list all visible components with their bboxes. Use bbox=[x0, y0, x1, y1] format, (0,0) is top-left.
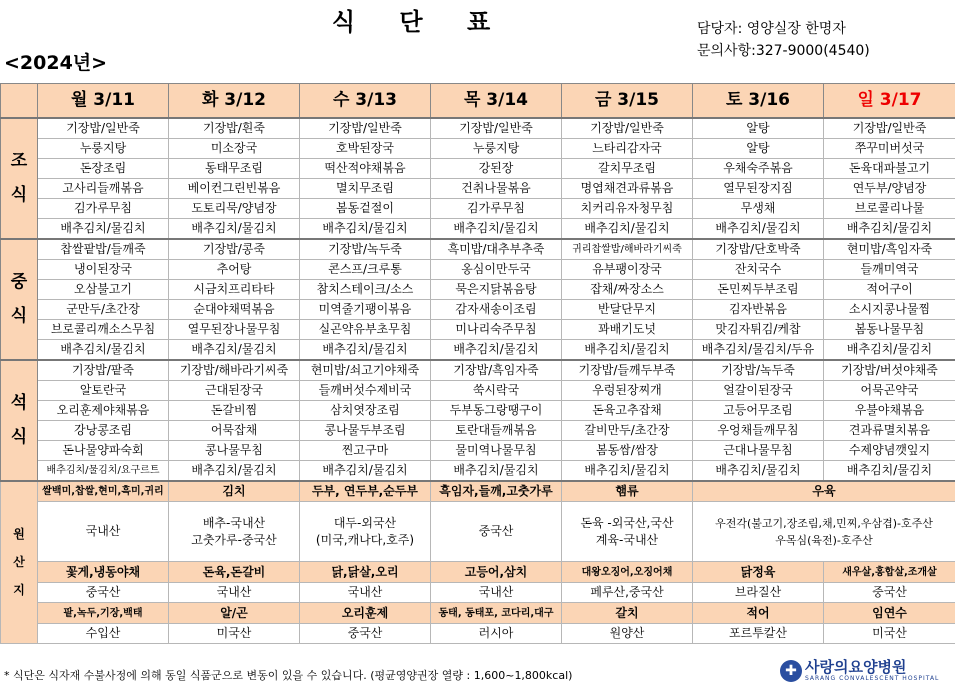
menu-item: 우불야채볶음 bbox=[824, 400, 955, 420]
menu-item: 알토란국 bbox=[38, 380, 169, 400]
meal-label bbox=[1, 118, 38, 239]
meal-label-char: 중 bbox=[10, 272, 28, 292]
meal-label bbox=[1, 239, 38, 360]
origin-header: 갈치 bbox=[562, 603, 693, 624]
menu-item: 유부팽이장국 bbox=[562, 259, 693, 279]
menu-item: 추어탕 bbox=[169, 259, 300, 279]
meal-row bbox=[1, 118, 955, 139]
menu-item: 잡채/짜장소스 bbox=[562, 279, 693, 299]
menu-item: 건취나물볶음 bbox=[431, 178, 562, 198]
origin-value bbox=[169, 502, 300, 562]
menu-item: 물미역나물무침 bbox=[431, 440, 562, 460]
menu-item: 배추김치/물김치 bbox=[562, 339, 693, 360]
menu-item: 참치스테이크/소스 bbox=[300, 279, 431, 299]
origin-value: 국내산 bbox=[300, 583, 431, 603]
menu-item: 쭈꾸미버섯국 bbox=[824, 138, 955, 158]
menu-item: 기장밥/녹두죽 bbox=[693, 360, 824, 381]
menu-item: 배추김치/물김치 bbox=[431, 218, 562, 239]
menu-item: 현미밥/쇠고기야채죽 bbox=[300, 360, 431, 381]
meal-row bbox=[1, 460, 955, 481]
menu-item: 연두부/양념장 bbox=[824, 178, 955, 198]
menu-item: 기장밥/일반죽 bbox=[562, 118, 693, 139]
origin-label bbox=[1, 481, 38, 644]
origin-label-char: 산 bbox=[13, 555, 25, 570]
menu-item: 배추김치/물김치/요구르트 bbox=[38, 460, 169, 481]
menu-item: 배추김치/물김치 bbox=[824, 339, 955, 360]
menu-item: 치커리유자청무침 bbox=[562, 198, 693, 218]
meal-row bbox=[1, 178, 955, 198]
meal-row bbox=[1, 279, 955, 299]
menu-item: 브로콜리나물 bbox=[824, 198, 955, 218]
menu-item: 배추김치/물김치 bbox=[169, 460, 300, 481]
menu-item: 알탕 bbox=[693, 138, 824, 158]
origin-header: 꽃게,냉동야채 bbox=[38, 562, 169, 583]
menu-item: 기장밥/일반죽 bbox=[431, 118, 562, 139]
menu-item: 김가루무침 bbox=[38, 198, 169, 218]
menu-item: 기장밥/일반죽 bbox=[300, 118, 431, 139]
origin-value: 원양산 bbox=[562, 624, 693, 644]
menu-item: 오삼불고기 bbox=[38, 279, 169, 299]
logo-subtitle: SARANG CONVALESCENT HOSPITAL bbox=[805, 675, 940, 682]
origin-value-line: 고춧가루-중국산 bbox=[191, 532, 277, 547]
meal-row bbox=[1, 259, 955, 279]
origin-header: 고등어,삼치 bbox=[431, 562, 562, 583]
origin-value: 국내산 bbox=[169, 583, 300, 603]
menu-item: 돈민찌두부조림 bbox=[693, 279, 824, 299]
origin-header: 팥,녹두,기장,백태 bbox=[38, 603, 169, 624]
menu-item: 기장밥/흰죽 bbox=[169, 118, 300, 139]
inquiry-text: 문의사항:327-9000(4540) bbox=[697, 43, 870, 59]
meal-row bbox=[1, 400, 955, 420]
menu-item: 콩나물무침 bbox=[169, 440, 300, 460]
menu-item: 누룽지탕 bbox=[38, 138, 169, 158]
menu-item: 실곤약유부초무침 bbox=[300, 319, 431, 339]
origin-header: 새우살,홍합살,조개살 bbox=[824, 562, 955, 583]
menu-item: 호박된장국 bbox=[300, 138, 431, 158]
origin-header: 두부, 연두부,순두부 bbox=[300, 481, 431, 502]
origin-header: 임연수 bbox=[824, 603, 955, 624]
menu-item: 현미밥/흑임자죽 bbox=[824, 239, 955, 260]
menu-item: 기장밥/들깨두부죽 bbox=[562, 360, 693, 381]
menu-item: 명엽채견과류볶음 bbox=[562, 178, 693, 198]
manager-text: 담당자: 영양실장 한명자 bbox=[697, 21, 846, 37]
menu-item: 우렁된장찌개 bbox=[562, 380, 693, 400]
menu-item: 고사리들깨볶음 bbox=[38, 178, 169, 198]
menu-item: 적어구이 bbox=[824, 279, 955, 299]
origin-header: 오리훈제 bbox=[300, 603, 431, 624]
menu-item: 옹심이만두국 bbox=[431, 259, 562, 279]
day-header: 수 3/13 bbox=[300, 84, 431, 118]
meal-label-char: 식 bbox=[10, 427, 28, 447]
menu-item: 근대된장국 bbox=[169, 380, 300, 400]
origin-header: 쌀백미,찹쌀,현미,흑미,귀리 bbox=[38, 481, 169, 502]
origin-header: 닭,닭살,오리 bbox=[300, 562, 431, 583]
menu-item: 어묵곤약국 bbox=[824, 380, 955, 400]
origin-label-char: 원 bbox=[13, 527, 25, 542]
menu-item: 두부동그랑땡구이 bbox=[431, 400, 562, 420]
menu-item: 돈육대파불고기 bbox=[824, 158, 955, 178]
menu-item: 기장밥/팥죽 bbox=[38, 360, 169, 381]
menu-item: 기장밥/콩죽 bbox=[169, 239, 300, 260]
contact-info bbox=[697, 18, 870, 62]
menu-item: 찐고구마 bbox=[300, 440, 431, 460]
origin-header: 닭정육 bbox=[693, 562, 824, 583]
menu-item: 토란대들깨볶음 bbox=[431, 420, 562, 440]
day-header-sunday: 일 3/17 bbox=[824, 84, 955, 118]
menu-item: 기장밥/일반죽 bbox=[824, 118, 955, 139]
menu-item: 배추김치/물김치 bbox=[300, 460, 431, 481]
menu-item: 콩나물두부조림 bbox=[300, 420, 431, 440]
menu-item: 근대나물무침 bbox=[693, 440, 824, 460]
meal-label bbox=[1, 360, 38, 481]
meal-row bbox=[1, 440, 955, 460]
menu-item: 도토리묵/양념장 bbox=[169, 198, 300, 218]
origin-value-line: 배추-국내산 bbox=[202, 515, 266, 530]
menu-item: 귀리찹쌀밥/해바라기씨죽 bbox=[562, 239, 693, 260]
menu-item: 돈장조림 bbox=[38, 158, 169, 178]
menu-item: 배추김치/물김치 bbox=[693, 218, 824, 239]
meal-label-char: 석 bbox=[10, 393, 28, 413]
origin-value bbox=[38, 502, 169, 562]
menu-item: 배추김치/물김치 bbox=[824, 460, 955, 481]
origin-header-row bbox=[1, 603, 955, 624]
menu-item: 어묵잡채 bbox=[169, 420, 300, 440]
origin-header: 우육 bbox=[693, 481, 955, 502]
origin-value-line: 대두-외국산 bbox=[333, 515, 397, 530]
menu-item: 알탕 bbox=[693, 118, 824, 139]
meal-row bbox=[1, 299, 955, 319]
cross-logo-icon: ✚ bbox=[780, 660, 802, 682]
menu-item: 냉이된장국 bbox=[38, 259, 169, 279]
meal-row bbox=[1, 360, 955, 381]
day-header-row bbox=[1, 84, 955, 118]
day-header: 화 3/12 bbox=[169, 84, 300, 118]
menu-item: 배추김치/물김치 bbox=[300, 218, 431, 239]
menu-item: 동태무조림 bbox=[169, 158, 300, 178]
menu-item: 베이컨그린빈볶음 bbox=[169, 178, 300, 198]
origin-value-row bbox=[1, 502, 955, 562]
menu-item: 고등어무조림 bbox=[693, 400, 824, 420]
menu-item: 들깨미역국 bbox=[824, 259, 955, 279]
origin-header: 흑임자,들깨,고춧가루 bbox=[431, 481, 562, 502]
origin-value: 미국산 bbox=[824, 624, 955, 644]
meal-row bbox=[1, 319, 955, 339]
day-header: 월 3/11 bbox=[38, 84, 169, 118]
menu-item: 열무된장나물무침 bbox=[169, 319, 300, 339]
menu-item: 배추김치/물김치 bbox=[431, 460, 562, 481]
origin-label-char: 지 bbox=[13, 583, 25, 598]
page-title: 식 단 표 bbox=[331, 8, 509, 36]
origin-value bbox=[300, 502, 431, 562]
menu-item: 순대야채떡볶음 bbox=[169, 299, 300, 319]
menu-item: 떡산적야채볶음 bbox=[300, 158, 431, 178]
menu-item: 얼갈이된장국 bbox=[693, 380, 824, 400]
menu-item: 김가루무침 bbox=[431, 198, 562, 218]
menu-item: 미역줄기팽이볶음 bbox=[300, 299, 431, 319]
menu-item: 봄동쌈/쌈장 bbox=[562, 440, 693, 460]
menu-table bbox=[0, 83, 955, 644]
menu-item: 돈나물양파숙회 bbox=[38, 440, 169, 460]
origin-header-row bbox=[1, 562, 955, 583]
meal-row bbox=[1, 198, 955, 218]
meal-row bbox=[1, 239, 955, 260]
origin-value-row bbox=[1, 583, 955, 603]
origin-value bbox=[562, 502, 693, 562]
menu-item: 봄동겉절이 bbox=[300, 198, 431, 218]
menu-item: 김자반볶음 bbox=[693, 299, 824, 319]
origin-value-row bbox=[1, 624, 955, 644]
origin-value: 수입산 bbox=[38, 624, 169, 644]
day-header: 목 3/14 bbox=[431, 84, 562, 118]
origin-value: 중국산 bbox=[300, 624, 431, 644]
origin-value-line: 중국산 bbox=[478, 524, 514, 538]
origin-value: 페루산,중국산 bbox=[562, 583, 693, 603]
menu-item: 들깨버섯수제비국 bbox=[300, 380, 431, 400]
menu-item: 돈육고추잡채 bbox=[562, 400, 693, 420]
meal-row bbox=[1, 138, 955, 158]
origin-value-line: 국내산 bbox=[85, 524, 121, 538]
origin-header: 알/곤 bbox=[169, 603, 300, 624]
menu-item: 느타리감자국 bbox=[562, 138, 693, 158]
menu-item: 수제양념깻잎지 bbox=[824, 440, 955, 460]
menu-item: 미소장국 bbox=[169, 138, 300, 158]
menu-item: 배추김치/물김치 bbox=[38, 339, 169, 360]
menu-item: 멸치무조림 bbox=[300, 178, 431, 198]
menu-item: 소시지콩나물찜 bbox=[824, 299, 955, 319]
menu-item: 열무된장지짐 bbox=[693, 178, 824, 198]
year-label: <2024년> bbox=[4, 52, 108, 74]
meal-label-char: 식 bbox=[10, 185, 28, 205]
menu-item: 기장밥/해바라기씨죽 bbox=[169, 360, 300, 381]
menu-item: 배추김치/물김치 bbox=[431, 339, 562, 360]
meal-row bbox=[1, 158, 955, 178]
day-header: 토 3/16 bbox=[693, 84, 824, 118]
origin-value-line: 우목심(육전)-호주산 bbox=[775, 533, 873, 547]
origin-header: 햄류 bbox=[562, 481, 693, 502]
menu-item: 배추김치/물김치 bbox=[38, 218, 169, 239]
menu-item: 배추김치/물김치 bbox=[169, 339, 300, 360]
menu-item: 갈치무조림 bbox=[562, 158, 693, 178]
meal-row bbox=[1, 380, 955, 400]
menu-item: 강낭콩조림 bbox=[38, 420, 169, 440]
origin-value: 중국산 bbox=[38, 583, 169, 603]
menu-item: 쑥시락국 bbox=[431, 380, 562, 400]
menu-item: 콘스프/크루통 bbox=[300, 259, 431, 279]
menu-item: 배추김치/물김치 bbox=[824, 218, 955, 239]
menu-item: 누룽지탕 bbox=[431, 138, 562, 158]
menu-item: 무생채 bbox=[693, 198, 824, 218]
menu-item: 기장밥/버섯야채죽 bbox=[824, 360, 955, 381]
menu-item: 오리훈제야채볶음 bbox=[38, 400, 169, 420]
origin-header: 대왕오징어,오징어채 bbox=[562, 562, 693, 583]
menu-item: 기장밥/녹두죽 bbox=[300, 239, 431, 260]
origin-header: 김치 bbox=[169, 481, 300, 502]
meal-label-char: 조 bbox=[10, 151, 28, 171]
menu-item: 강된장 bbox=[431, 158, 562, 178]
origin-value-line: 우전각(불고기,장조림,채,민찌,우삼겹)-호주산 bbox=[715, 516, 933, 530]
corner-cell bbox=[1, 84, 38, 118]
origin-value: 브라질산 bbox=[693, 583, 824, 603]
menu-item: 배추김치/물김치 bbox=[169, 218, 300, 239]
meal-row bbox=[1, 420, 955, 440]
menu-item: 삼치엿장조림 bbox=[300, 400, 431, 420]
menu-item: 배추김치/물김치 bbox=[562, 218, 693, 239]
origin-value: 미국산 bbox=[169, 624, 300, 644]
origin-value-line: 계육-국내산 bbox=[595, 532, 659, 547]
menu-item: 브로콜리깨소스무침 bbox=[38, 319, 169, 339]
menu-item: 갈비만두/초간장 bbox=[562, 420, 693, 440]
menu-item: 기장밥/흑임자죽 bbox=[431, 360, 562, 381]
menu-item: 맛김자튀김/케찹 bbox=[693, 319, 824, 339]
origin-header: 적어 bbox=[693, 603, 824, 624]
menu-item: 돈갈비찜 bbox=[169, 400, 300, 420]
logo-name: 사랑의요양병원 bbox=[805, 658, 907, 676]
origin-value bbox=[693, 502, 955, 562]
origin-header: 동태, 동태포, 코다리,대구 bbox=[431, 603, 562, 624]
menu-item: 배추김치/물김치 bbox=[300, 339, 431, 360]
menu-item: 기장밥/일반죽 bbox=[38, 118, 169, 139]
footnote: * 식단은 식자재 수불사정에 의해 동일 식품군으로 변동이 있을 수 있습니다. (평균영양권장 열량 : 1,600~1,800kcal) bbox=[4, 669, 573, 682]
day-header: 금 3/15 bbox=[562, 84, 693, 118]
origin-value-line: 돈육 -외국산,국산 bbox=[580, 515, 674, 530]
origin-value: 포르투칼산 bbox=[693, 624, 824, 644]
menu-item: 미나리숙주무침 bbox=[431, 319, 562, 339]
menu-item: 군만두/초간장 bbox=[38, 299, 169, 319]
menu-item: 반달단무지 bbox=[562, 299, 693, 319]
menu-item: 감자새송이조림 bbox=[431, 299, 562, 319]
menu-item: 기장밥/단호박죽 bbox=[693, 239, 824, 260]
origin-value: 국내산 bbox=[431, 583, 562, 603]
menu-item: 꽈배기도넛 bbox=[562, 319, 693, 339]
menu-item: 잔치국수 bbox=[693, 259, 824, 279]
menu-item: 우엉채들깨무침 bbox=[693, 420, 824, 440]
menu-item: 배추김치/물김치 bbox=[562, 460, 693, 481]
meal-row bbox=[1, 218, 955, 239]
menu-item: 시금치프리타타 bbox=[169, 279, 300, 299]
origin-value bbox=[431, 502, 562, 562]
menu-item: 견과류멸치볶음 bbox=[824, 420, 955, 440]
meal-label-char: 식 bbox=[10, 306, 28, 326]
menu-item: 흑미밥/대추부추죽 bbox=[431, 239, 562, 260]
origin-value: 중국산 bbox=[824, 583, 955, 603]
menu-item: 봄동나물무침 bbox=[824, 319, 955, 339]
hospital-logo bbox=[780, 659, 939, 682]
menu-item: 우채숙주볶음 bbox=[693, 158, 824, 178]
menu-item: 배추김치/물김치 bbox=[693, 460, 824, 481]
menu-item: 묵은지닭볶음탕 bbox=[431, 279, 562, 299]
menu-item: 배추김치/물김치/두유 bbox=[693, 339, 824, 360]
origin-header-row bbox=[1, 481, 955, 502]
meal-row bbox=[1, 339, 955, 360]
origin-value: 러시아 bbox=[431, 624, 562, 644]
origin-value-line: (미국,캐나다,호주) bbox=[315, 532, 415, 547]
origin-header: 돈육,돈갈비 bbox=[169, 562, 300, 583]
menu-item: 찹쌀팥밥/들깨죽 bbox=[38, 239, 169, 260]
